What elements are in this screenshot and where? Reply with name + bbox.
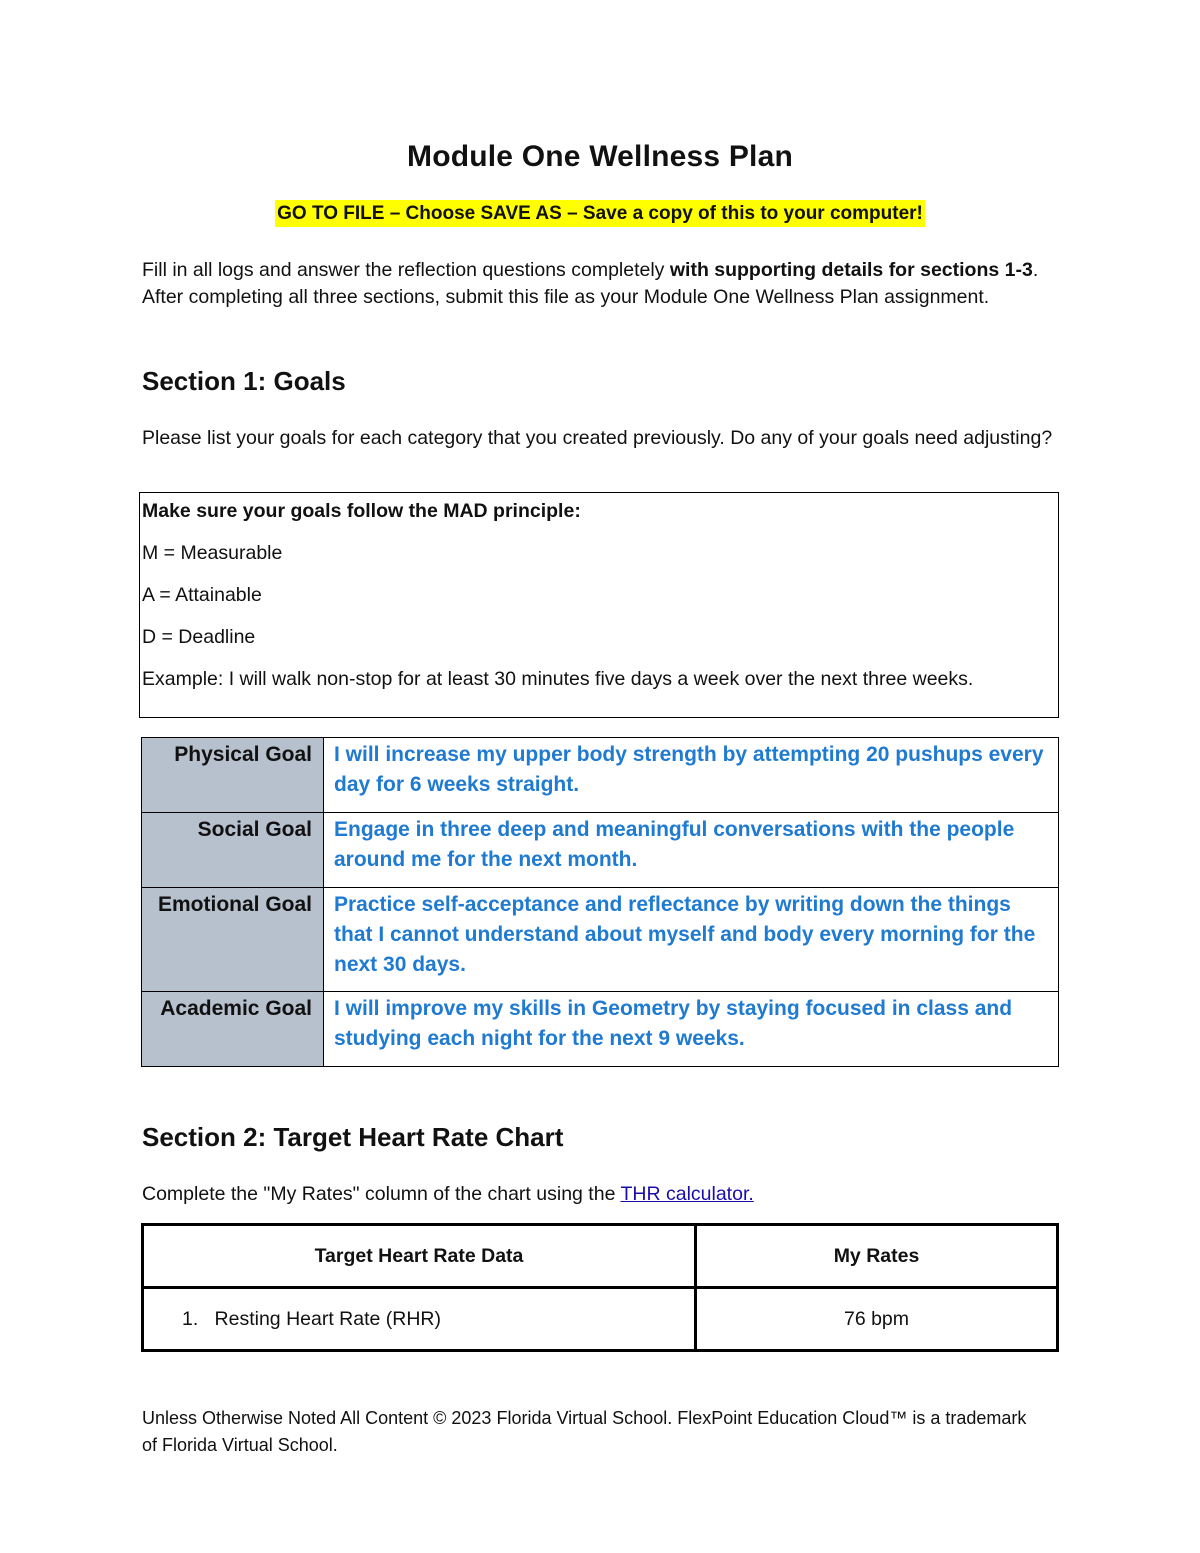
- mad-heading: Make sure your goals follow the MAD principle:: [142, 500, 581, 522]
- goal-label: Social Goal: [142, 813, 324, 888]
- section1-prompt: Please list your goals for each category that you created previously. Do any of your goals need adjusting?: [142, 427, 1053, 449]
- goal-answer[interactable]: I will increase my upper body strength by attempting 20 pushups every day for 6 weeks straight.: [324, 738, 1059, 813]
- goals-table: [141, 737, 1059, 1067]
- column-header-my-rates: My Rates: [696, 1225, 1058, 1288]
- page-title: Module One Wellness Plan: [407, 140, 793, 173]
- section2-heading: Section 2: Target Heart Rate Chart: [142, 1122, 564, 1152]
- section2-prompt-text: Complete the "My Rates" column of the chart using the: [142, 1183, 621, 1205]
- mad-deadline: D = Deadline: [142, 626, 256, 648]
- table-row: [142, 738, 1059, 813]
- intro-bold-text: with supporting details for sections 1-3: [669, 259, 1033, 281]
- goal-answer[interactable]: Engage in three deep and meaningful conversations with the people around me for the next month.: [324, 813, 1059, 888]
- goal-answer[interactable]: Practice self-acceptance and reflectance by writing down the things that I cannot understand about myself and body every morning for the next 30 days.: [324, 888, 1059, 992]
- rhr-value-cell[interactable]: 76 bpm: [696, 1288, 1058, 1351]
- goal-label: Academic Goal: [142, 992, 324, 1067]
- table-header-row: [143, 1225, 1058, 1288]
- rhr-label: Resting Heart Rate (RHR): [214, 1307, 442, 1330]
- intro-text-2: . After completing all three sections, submit this file as your Module One Wellness Plan assignment.: [142, 259, 1039, 308]
- save-as-instruction: GO TO FILE – Choose SAVE AS – Save a copy of this to your computer!: [275, 200, 925, 227]
- table-row: [142, 813, 1059, 888]
- mad-attainable: A = Attainable: [142, 584, 262, 606]
- intro-text-1: Fill in all logs and answer the reflection questions completely: [142, 259, 670, 281]
- goal-label: Physical Goal: [142, 738, 324, 813]
- mad-principle-box: [139, 492, 1059, 718]
- list-number: 1.: [182, 1307, 199, 1330]
- section1-heading: Section 1: Goals: [142, 366, 346, 396]
- column-header-data: Target Heart Rate Data: [143, 1225, 696, 1288]
- highlighted-instruction-line: [0, 203, 1200, 225]
- mad-example: Example: I will walk non-stop for at least 30 minutes five days a week over the next three weeks.: [142, 668, 974, 690]
- rhr-label-cell: [143, 1288, 696, 1351]
- goal-answer[interactable]: I will improve my skills in Geometry by staying focused in class and studying each night for the next 9 weeks.: [324, 992, 1059, 1067]
- table-row: [142, 888, 1059, 992]
- target-heart-rate-table: [141, 1223, 1059, 1352]
- mad-measurable: M = Measurable: [142, 542, 283, 564]
- goal-label: Emotional Goal: [142, 888, 324, 992]
- copyright-footer: Unless Otherwise Noted All Content © 2023 Florida Virtual School. FlexPoint Education Cloud™ is a trademark of Florida Virtual School.: [142, 1408, 1027, 1455]
- table-row: [143, 1288, 1058, 1351]
- table-row: [142, 992, 1059, 1067]
- thr-calculator-link[interactable]: THR calculator.: [620, 1183, 754, 1205]
- intro-paragraph: [142, 257, 1057, 311]
- section2-prompt: [142, 1181, 1057, 1207]
